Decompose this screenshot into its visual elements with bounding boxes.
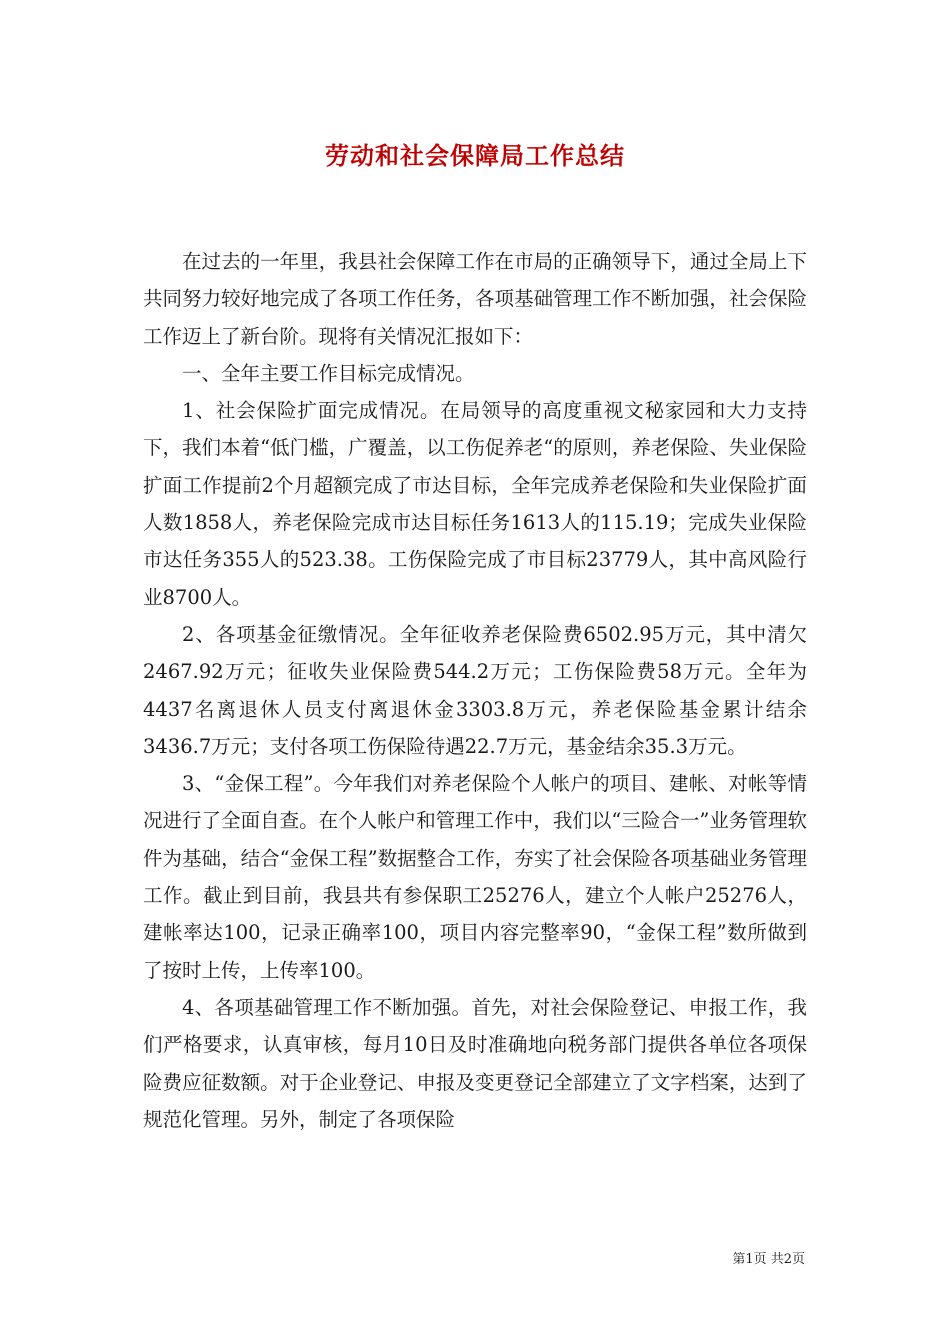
section-heading-1: 一、全年主要工作目标完成情况。 [182, 361, 475, 385]
paragraph-jinbao-project: 3、“金保工程”。今年我们对养老保险个人帐户的项目、建帐、对帐等情况进行了全面自查。在个人帐户和管理工作中，我们以“三险合一”业务管理软件为基础，结合“金保工程”数据整合工作，夯实了社会保险各项基础业务管理工作。截止到目前，我县共有参保职工25276人，建立个人帐户25276人，建帐率达100，记录正确率100，项目内容完整率90，“金保工程”数所做到了按时上传，上传率100。 [143, 772, 807, 982]
document-body [143, 243, 807, 1138]
paragraph-fund-collection: 2、各项基金征缴情况。全年征收养老保险费6502.95万元，其中清欠2467.92万元；征收失业保险费544.2万元；工伤保险费58万元。全年为4437名离退休人员支付离退休金3303.8万元，养老保险基金累计结余3436.7万元；支付各项工伤保险待遇22.7万元，基金结余35.3万元。 [143, 622, 807, 758]
paragraph-basic-management: 4、各项基础管理工作不断加强。首先，对社会保险登记、申报工作，我们严格要求，认真审核，每月10日及时准确地向税务部门提供各单位各项保险费应征数额。对于企业登记、申报及变更登记全部建立了文字档案，达到了规范化管理。另外，制定了各项保险 [143, 995, 807, 1131]
paragraph-insurance-expansion: 1、社会保险扩面完成情况。在局领导的高度重视文秘家园和大力支持下，我们本着“低门槛，广覆盖，以工伤促养老“的原则，养老保险、失业保险扩面工作提前2个月超额完成了市达目标，全年完成养老保险和失业保险扩面人数1858人，养老保险完成市达目标任务1613人的115.19；完成失业保险市达任务355人的523.38。工伤保险完成了市目标23779人，其中高风险行业8700人。 [143, 399, 807, 609]
paragraph-intro: 在过去的一年里，我县社会保障工作在市局的正确领导下，通过全局上下共同努力较好地完成了各项工作任务，各项基础管理工作不断加强，社会保险工作迈上了新台阶。现将有关情况汇报如下： [143, 250, 807, 348]
page-title: 劳动和社会保障局工作总结 [325, 141, 625, 170]
page-number: 第1页 共2页 [732, 1252, 805, 1267]
